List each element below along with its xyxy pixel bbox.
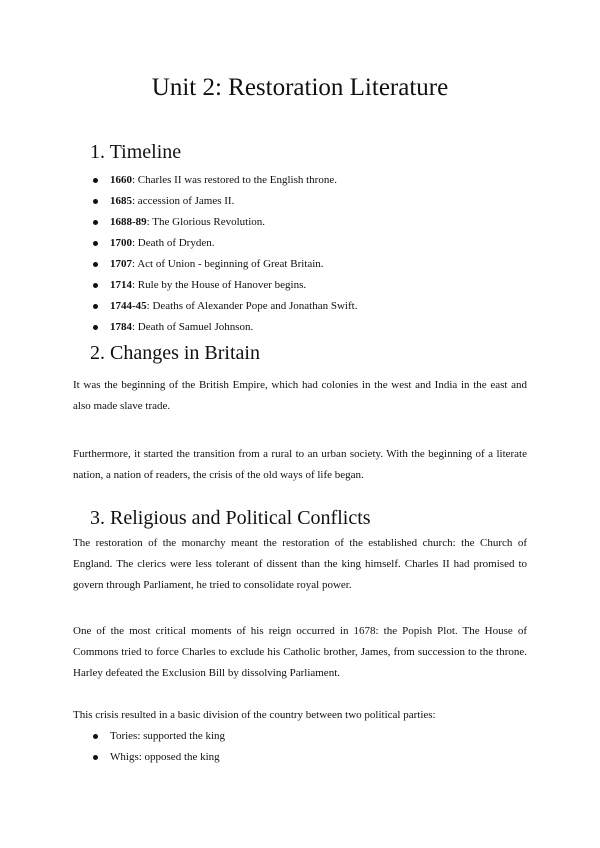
event: : Charles II was restored to the English throne. <box>132 174 337 186</box>
year: 1688-89 <box>110 216 147 228</box>
year: 1744-45 <box>110 300 147 312</box>
bullet-icon <box>93 304 98 309</box>
paragraph: Furthermore, it started the transition from a rural to an urban society. With the beginning of a literate nation, a nation of readers, the crisis of the old ways of life began. <box>73 448 527 481</box>
event: : Death of Samuel Johnson. <box>132 321 254 333</box>
party: Tories: supported the king <box>110 730 226 742</box>
bullet-icon <box>93 734 98 739</box>
year: 1685 <box>110 195 132 207</box>
section-heading-conflicts: 3. Religious and Political Conflicts <box>90 507 371 529</box>
bullet-icon <box>93 325 98 330</box>
year: 1784 <box>110 321 132 333</box>
list-item <box>73 212 527 233</box>
paragraph: The restoration of the monarchy meant the restoration of the established church: the Church of England. The clerics were less tolerant of dissent than the king himself. Charles II had promised to govern through Parliament, he tried to consolidate royal power. <box>73 537 527 591</box>
list-item <box>73 726 527 747</box>
document-title: Unit 2: Restoration Literature <box>151 74 449 101</box>
list-item <box>73 747 527 768</box>
bullet-icon <box>93 220 98 225</box>
event: : Death of Dryden. <box>132 237 215 249</box>
paragraph: It was the beginning of the British Empire, which had colonies in the west and India in the east and also made slave trade. <box>73 379 527 412</box>
paragraph: This crisis resulted in a basic division of the country between two political parties: <box>73 709 436 721</box>
list-item <box>73 233 527 254</box>
bullet-icon <box>93 283 98 288</box>
bullet-icon <box>93 199 98 204</box>
event: : Rule by the House of Hanover begins. <box>132 279 307 291</box>
year: 1660 <box>110 174 132 186</box>
event: : Act of Union - beginning of Great Britain. <box>132 258 324 270</box>
section-heading-changes: 2. Changes in Britain <box>90 342 260 364</box>
timeline-list <box>73 170 527 338</box>
list-item <box>73 317 527 338</box>
event: : accession of James II. <box>132 195 235 207</box>
year: 1707 <box>110 258 132 270</box>
bullet-icon <box>93 178 98 183</box>
bullet-icon <box>93 241 98 246</box>
party: Whigs: opposed the king <box>110 751 220 763</box>
section-heading-timeline: 1. Timeline <box>90 141 182 163</box>
list-item <box>73 191 527 212</box>
bullet-icon <box>93 262 98 267</box>
paragraph: One of the most critical moments of his reign occurred in 1678: the Popish Plot. The House of Commons tried to force Charles to exclude his Catholic brother, James, from succession to the throne. Harley defeated the Exclusion Bill by dissolving Parliament. <box>73 625 527 679</box>
event: : The Glorious Revolution. <box>146 216 266 228</box>
list-item <box>73 275 527 296</box>
event: : Deaths of Alexander Pope and Jonathan Swift. <box>146 300 358 312</box>
list-item <box>73 296 527 317</box>
parties-list <box>73 726 527 768</box>
year: 1700 <box>110 237 132 249</box>
list-item <box>73 170 527 191</box>
year: 1714 <box>110 279 132 291</box>
bullet-icon <box>93 755 98 760</box>
list-item <box>73 254 527 275</box>
